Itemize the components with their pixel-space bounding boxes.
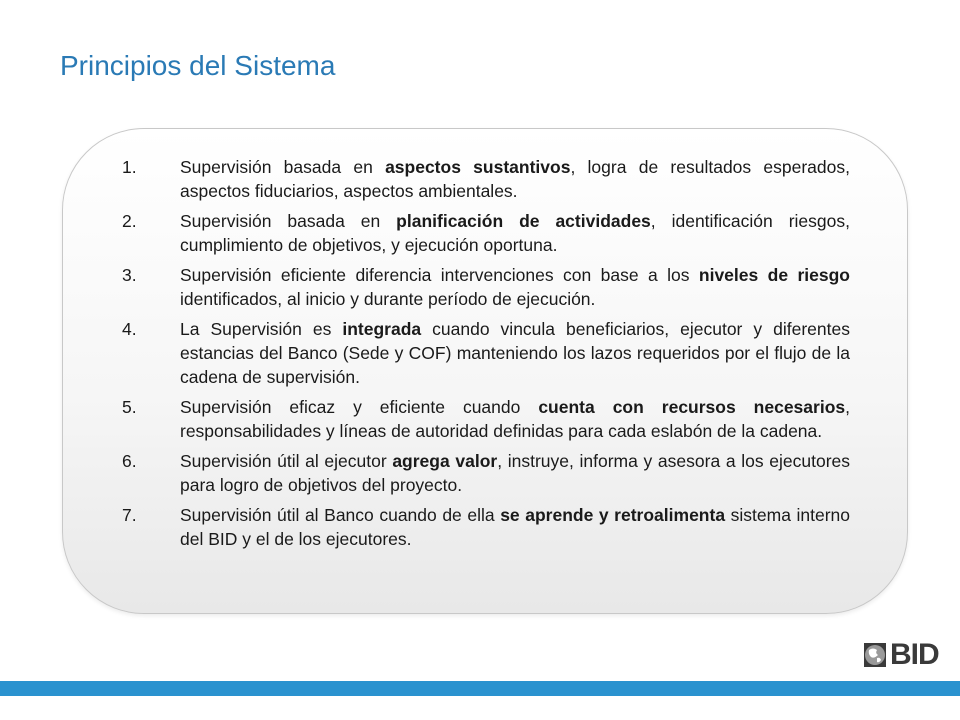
footer-bar — [0, 681, 960, 696]
item-text-segment: Supervisión eficiente diferencia intervenciones con base a los — [180, 265, 699, 285]
item-text — [180, 317, 850, 389]
item-text-bold: niveles de riesgo — [698, 265, 850, 285]
list-item — [118, 317, 850, 389]
list-item — [118, 503, 850, 551]
logo-text: BID — [890, 638, 939, 671]
item-number: 3. — [122, 265, 137, 285]
item-number: 1. — [122, 157, 137, 177]
item-number: 6. — [122, 451, 137, 471]
item-text — [180, 449, 850, 497]
item-text-segment: , identificación riesgos, cumplimiento de objetivos, y ejecución oportuna. — [180, 211, 850, 255]
item-text — [180, 209, 850, 257]
item-text-segment: Supervisión basada en — [180, 211, 397, 231]
item-text-segment: Supervisión basada en — [180, 157, 386, 177]
bid-logo — [862, 640, 939, 670]
item-text-segment: Supervisión útil al Banco cuando de ella — [180, 505, 501, 525]
item-text-segment: identificados, al inicio y durante período de ejecución. — [180, 289, 596, 309]
globe-emblem-icon — [862, 641, 888, 669]
list-item — [118, 209, 850, 257]
item-text-bold: se aprende y retroalimenta — [500, 505, 726, 525]
item-text-segment: sistema interno del BID y el de los ejecutores. — [180, 505, 851, 549]
item-text — [180, 395, 850, 443]
item-text — [180, 503, 850, 551]
item-number: 4. — [122, 319, 137, 339]
list-item — [118, 155, 850, 203]
item-text-segment: , responsabilidades y líneas de autoridad definidas para cada eslabón de la cadena. — [180, 397, 850, 441]
item-number: 7. — [122, 505, 137, 525]
item-text-segment: La Supervisión es — [180, 319, 343, 339]
item-text-segment: Supervisión útil al ejecutor — [180, 451, 393, 471]
item-text — [180, 155, 850, 203]
list-item — [118, 263, 850, 311]
item-text-bold: aspectos sustantivos — [385, 157, 571, 177]
item-text-segment: , logra de resultados esperados, aspectos fiduciarios, aspectos ambientales. — [180, 157, 850, 201]
list-item — [118, 449, 850, 497]
item-text-segment: cuando vincula beneficiarios, ejecutor y diferentes estancias del Banco (Sede y COF) manteniendo los lazos requeridos por el flujo de la cadena de supervisión. — [180, 319, 850, 387]
item-text-bold: agrega valor — [392, 451, 498, 471]
slide-title: Principios del Sistema — [60, 50, 336, 81]
item-number: 2. — [122, 211, 137, 231]
item-text-segment: , instruye, informa y asesora a los ejecutores para logro de objetivos del proyecto. — [180, 451, 851, 495]
principles-list — [118, 155, 850, 557]
item-number: 5. — [122, 397, 137, 417]
item-text — [180, 263, 850, 311]
item-text-bold: integrada — [342, 319, 422, 339]
item-text-bold: planificación de actividades — [396, 211, 651, 231]
item-text-bold: cuenta con recursos necesarios — [538, 397, 846, 417]
item-text-segment: Supervisión eficaz y eficiente cuando — [180, 397, 539, 417]
list-item — [118, 395, 850, 443]
